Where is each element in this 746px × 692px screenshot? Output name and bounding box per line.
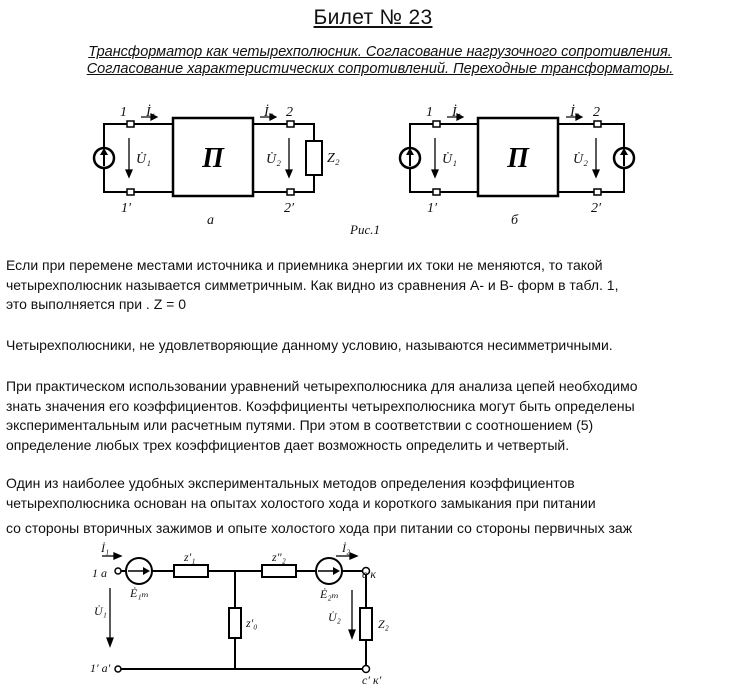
fig2-current-out-label: İ₂ [342,541,351,555]
block-b-label: П [507,143,529,174]
current-in-a-label: İ₁ [146,105,156,120]
node-k-prime [363,666,370,673]
text-line: экспериментальным или расчетным путями. При этом в соответствии с соотношением (5) [6,417,594,433]
fig2-node-bottom-left-label: 1′ a′ [90,661,111,675]
circuit-a-letter: а [207,213,214,228]
terminal-2-b-label: 2 [593,105,600,120]
node-a [115,568,121,574]
terminal-1p-b-label: 1′ [427,201,438,216]
impedance-z2 [262,565,296,577]
load-impedance [360,608,372,640]
text-line: знать значения его коэффициентов. Коэффициенты четырехполюсника могут быть определены [6,397,635,414]
fig2-z2-label: z″₂ [272,550,286,564]
terminal-1p-a-label: 1′ [121,201,132,216]
terminal-1-b-label: 1 [426,105,433,120]
subtitle-line-1: Трансформатор как четырехполюсник. Согласование нагрузочного сопротивления. [88,44,672,60]
fig2-z1-label: z′₁ [184,550,196,564]
text-line: это выполняется при . Z = 0 [6,296,187,312]
fig2-z0-label: z′₀ [246,616,258,630]
text-line: со стороны вторичных зажимов и опыте холостого хода при питании со стороны первичных заж [6,520,633,536]
fig2-node-right-label: c к [362,567,376,581]
text-line: определение любых трех коэффициентов дает возможность определить и четвертый. [6,436,570,453]
node-a-prime [115,666,121,672]
voltage-in-a-label: U̇₁ [136,152,151,167]
impedance-z0 [229,608,241,638]
voltage-out-a-label: U̇₂ [266,152,281,167]
fig2-voltage-left-label: U̇₁ [94,604,107,618]
fig2-source-left-label: Ė₁ₘ [130,586,149,600]
ticket-title: Билет № 23 [313,6,433,29]
text-line: При практическом использовании уравнений четырехполюсника для анализа цепей необходимо [6,378,638,394]
terminal-2p-a-label: 2′ [284,201,295,216]
fig2-source-right-label: Ė₂ₘ [320,587,339,601]
voltage-in-b-label: U̇₁ [442,152,457,167]
current-out-b-label: İ₂ [570,105,580,120]
circuit-b-letter: б [511,213,519,228]
text-line: Если при перемене местами источника и приемника энергии их токи не меняются, то такой [6,257,603,273]
current-out-a-label: İ₂ [264,105,274,120]
voltage-out-b-label: U̇₂ [573,152,588,167]
block-a-label: П [202,143,224,174]
terminal-1-a-label: 1 [120,105,127,120]
fig2-load-label: Z₂ [378,617,389,631]
source-right-icon [316,558,342,584]
fig2-node-bottom-right-label: c′ к′ [362,673,382,687]
subtitle-line-2: Согласование характеристических сопротивлений. Переходные трансформаторы. [86,61,674,77]
terminal-2-a-label: 2 [286,105,293,120]
text-line: четырехполюсника основан на опытах холостого хода и короткого замыкания при питании [6,494,596,511]
text-line: Четырехполюсники, не удовлетворяющие данному условию, называются несимметричными. [6,337,613,353]
load-a-label: Z₂ [327,151,340,166]
impedance-z1 [174,565,208,577]
source-left-icon [126,558,152,584]
figure-1-caption: Рис.1 [350,222,380,237]
fig2-node-left-label: 1 a [92,566,107,580]
fig2-voltage-right-label: U̇₂ [328,610,341,624]
current-in-b-label: İ₁ [452,105,462,120]
fig2-current-in-label: İ₁ [101,541,110,555]
terminal-2p-b-label: 2′ [591,201,602,216]
text-line: четырехполюсник называется симметричным. Как видно из сравнения А- и В- форм в табл. 1, [6,276,619,293]
text-line: Один из наиболее удобных экспериментальных методов определения коэффициентов [6,475,575,491]
